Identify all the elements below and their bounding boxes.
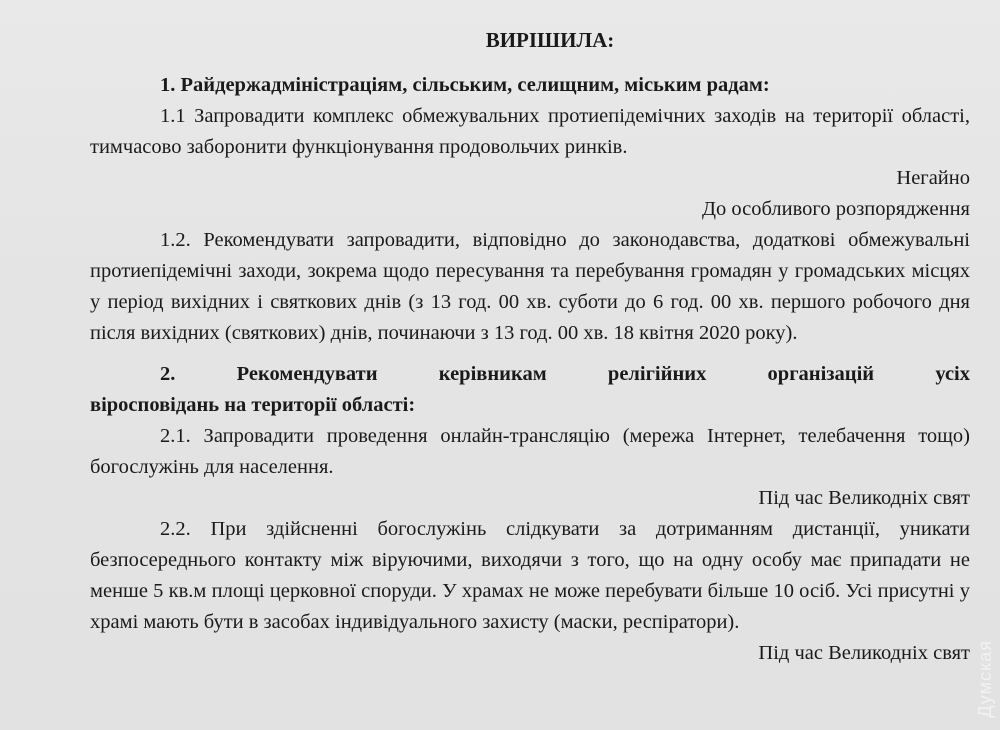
paragraph-2-2: 2.2. При здійсненні богослужінь слідкувати за дотриманням дистанції, уникати безпосереднього контакту між віруючими, виходячи з того, що на одну особу має припадати не менше 5 кв.м площі церковної споруди. У храмах не може перебувати більше 10 осіб. Усі присутні у храмі мають бути в засобах індивідуального захисту (маски, респіратори). — [90, 518, 970, 633]
watermark-logo: Думская — [975, 640, 995, 718]
document-body — [90, 25, 970, 669]
paragraph-1-1: 1.1 Запровадити комплекс обмежувальних протиепідемічних заходів на території області, тимчасово заборонити функціонування продовольчих ринків. — [90, 105, 970, 158]
section-2-heading: 2. Рекомендувати керівникам релігійних організацій усіх — [160, 363, 970, 385]
section-2-heading-continued: віросповідань на території області: — [90, 394, 416, 416]
section-1-heading: 1. Райдержадміністраціям, сільським, селищним, міським радам: — [160, 74, 770, 96]
paragraph-2-1: 2.1. Запровадити проведення онлайн-трансляцію (мережа Інтернет, телебачення тощо) богослужінь для населення. — [90, 425, 970, 478]
term-easter-holidays-1: Під час Великодніх свят — [758, 487, 970, 509]
term-immediately: Негайно — [896, 167, 970, 189]
decision-title: ВИРІШИЛА: — [485, 28, 615, 52]
paragraph-1-2: 1.2. Рекомендувати запровадити, відповідно до законодавства, додаткові обмежувальні протиепідемічні заходи, зокрема щодо пересування та перебування громадян у громадських місцях у період вихідних і святкових днів (з 13 год. 00 хв. суботи до 6 год. 00 хв. першого робочого дня після вихідних (святкових) днів, починаючи з 13 год. 00 хв. 18 квітня 2020 року). — [90, 229, 970, 344]
term-easter-holidays-2: Під час Великодніх свят — [758, 642, 970, 664]
term-until-further-notice: До особливого розпорядження — [702, 198, 970, 220]
